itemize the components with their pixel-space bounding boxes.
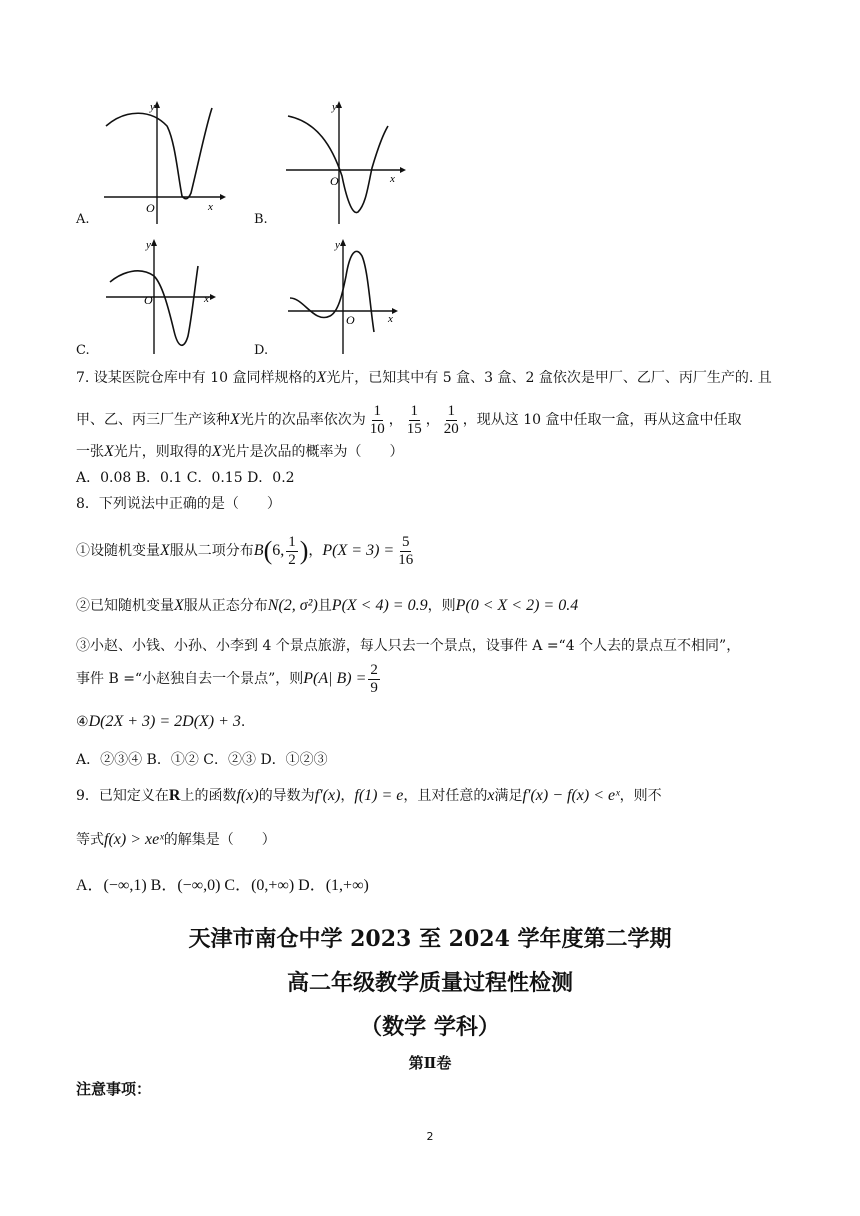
origin-label: O: [146, 201, 155, 215]
graph-a: [72, 96, 232, 230]
q8-text: .: [240, 714, 246, 730]
q7-line1: [76, 368, 772, 388]
fraction: $\frac{5}{16}$: [398, 533, 414, 568]
q7-options: A．0.08 B．0.1 C．0.15 D．0.2: [76, 470, 295, 486]
q8-statement-3-line2: [76, 656, 382, 702]
page-number: 2: [426, 1130, 434, 1143]
volume-title: 第Ⅱ卷: [408, 1054, 452, 1072]
axis-y-label: y: [332, 101, 337, 113]
q7-text: 甲、乙、丙三厂生产该种: [76, 412, 230, 428]
q8-text: 服从正态分布: [183, 598, 268, 614]
axis-x-label: x: [208, 201, 213, 213]
graph-a-option: A.: [76, 212, 90, 227]
q9-line1: [76, 786, 662, 806]
math-expr: 6,: [272, 542, 285, 559]
var-x: X: [211, 443, 222, 460]
fraction: $\frac{1}{20}$: [443, 402, 459, 437]
graph-d: [284, 236, 414, 360]
q9-text: 上的函数: [180, 788, 237, 804]
axis-x-label: x: [388, 313, 393, 325]
axis-y-label: y: [146, 239, 151, 251]
q8-options: A．②③④ B．①② C．②③ D．①②③: [76, 752, 328, 768]
graph-c-option: C.: [76, 343, 90, 358]
math-expr: f(x): [236, 787, 259, 804]
q7-text: 光片，已知其中有 5 盒、3 盒、2 盒依次是甲厂、乙厂、丙厂生产的. 且: [326, 370, 772, 386]
q9-text: ，则不: [619, 788, 662, 804]
q9-text: ，且对任意的: [403, 788, 488, 804]
q7-line2: 甲、乙、丙三厂生产该种X光片的次品率依次为 $\frac{1}{10}$ ， $\frac{1}{15}$ ， $\frac{1}{20}$ ，现从这 10 盒中任取一盒，再从这盒中任取: [76, 402, 742, 437]
q9-text: 9．已知定义在: [76, 788, 169, 804]
graph-c: [102, 236, 222, 360]
q8-statement-3-line1: ③小赵、小钱、小孙、小李到 4 个景点旅游，每人只去一个景点，设事件 A =“4 个人去的景点互不相同”，: [76, 638, 741, 654]
q7-text: 光片是次品的概率为（ ）: [221, 444, 404, 460]
axis-y-label: y: [150, 101, 155, 113]
q9-text: 满足: [494, 788, 523, 804]
fraction: $\frac{2}{9}$: [370, 661, 378, 696]
q7-text: 7. 设某医院仓库中有 10 盒同样规格的: [76, 370, 317, 386]
graph-b-option: B.: [254, 212, 268, 227]
q8-text: 且: [317, 598, 332, 614]
q8-text: ，则: [427, 598, 456, 614]
q8-statement-2: [76, 596, 578, 616]
var-x: X: [160, 542, 170, 559]
q9-text: 等式: [76, 832, 104, 848]
set-r: R: [168, 787, 181, 804]
subject-title: （数学 学科）: [360, 1014, 500, 1040]
q8-stem: 8．下列说法中正确的是（ ）: [76, 496, 281, 512]
math-expr: P(X < 4) = 0.9: [331, 597, 428, 614]
q9-options: A．(−∞,1) B．(−∞,0) C．(0,+∞) D．(1,+∞): [76, 877, 369, 894]
q8-statement-4: [76, 712, 245, 732]
q9-text: ，: [340, 788, 355, 804]
q7-text: 光片的次品率依次为: [239, 412, 366, 428]
school-title: 天津市南仓中学 2023 至 2024 学年度第二学期: [188, 926, 672, 952]
var-x: X: [230, 411, 240, 428]
var-x: x: [487, 787, 495, 804]
exam-title: 高二年级教学质量过程性检测: [286, 970, 573, 996]
graph-c-plot: [102, 236, 222, 356]
graph-d-plot: [284, 236, 414, 356]
q8-text: ①设随机变量: [76, 543, 160, 559]
math-expr: f′(x): [314, 787, 341, 804]
q9-text: 的解集是（ ）: [163, 832, 276, 848]
graph-d-option: D.: [254, 343, 269, 358]
fraction: $\frac{1}{2}$: [288, 533, 296, 568]
q9-text: 的导数为: [258, 788, 315, 804]
q7-text: 光片，则取得的: [113, 444, 212, 460]
math-expr: f(x) > xeˣ: [104, 831, 164, 848]
q7-line3: [76, 442, 404, 462]
q9-line2: [76, 830, 276, 850]
graph-b-plot: [282, 96, 412, 226]
origin-label: O: [144, 293, 153, 307]
var-b: B: [253, 542, 264, 559]
var-x: X: [104, 443, 114, 460]
origin-label: O: [346, 313, 355, 327]
graph-a-plot: [72, 96, 232, 226]
q8-text: 事件 B =“小赵独自去一个景点”，则: [76, 671, 304, 687]
q8-text: ②已知随机变量: [76, 598, 174, 614]
q8-text: ④: [76, 714, 89, 730]
axis-y-label: y: [335, 239, 340, 251]
axis-x-label: x: [390, 173, 395, 185]
fraction: $\frac{1}{10}$: [369, 402, 385, 437]
math-expr: P(A| B) =: [303, 670, 367, 687]
q8-statement-1: ①设随机变量X服从二项分布B(6, $\frac{1}{2}$ )，P(X = 3) = $\frac{5}{16}$: [76, 533, 414, 568]
origin-label: O: [330, 174, 339, 188]
var-x: X: [174, 597, 184, 614]
math-expr: P(0 < X < 2) = 0.4: [455, 597, 579, 614]
math-expr: N(2, σ²): [267, 597, 318, 614]
fraction: $\frac{1}{15}$: [406, 402, 422, 437]
notes-heading: 注意事项：: [76, 1080, 152, 1098]
graph-b: [282, 96, 412, 230]
math-expr: f(1) = e: [354, 787, 404, 804]
math-expr: f′(x) − f(x) < eˣ: [522, 787, 620, 804]
math-expr: P(X = 3) =: [322, 542, 395, 559]
axis-x-label: x: [204, 293, 209, 305]
q7-text: ，现从这 10 盒中任取一盒，再从这盒中任取: [462, 412, 742, 428]
q7-text: 一张: [76, 444, 104, 460]
q8-text: 服从二项分布: [169, 543, 254, 559]
math-expr: D(2X + 3) = 2D(X) + 3: [88, 713, 241, 730]
var-x: X: [316, 369, 327, 386]
